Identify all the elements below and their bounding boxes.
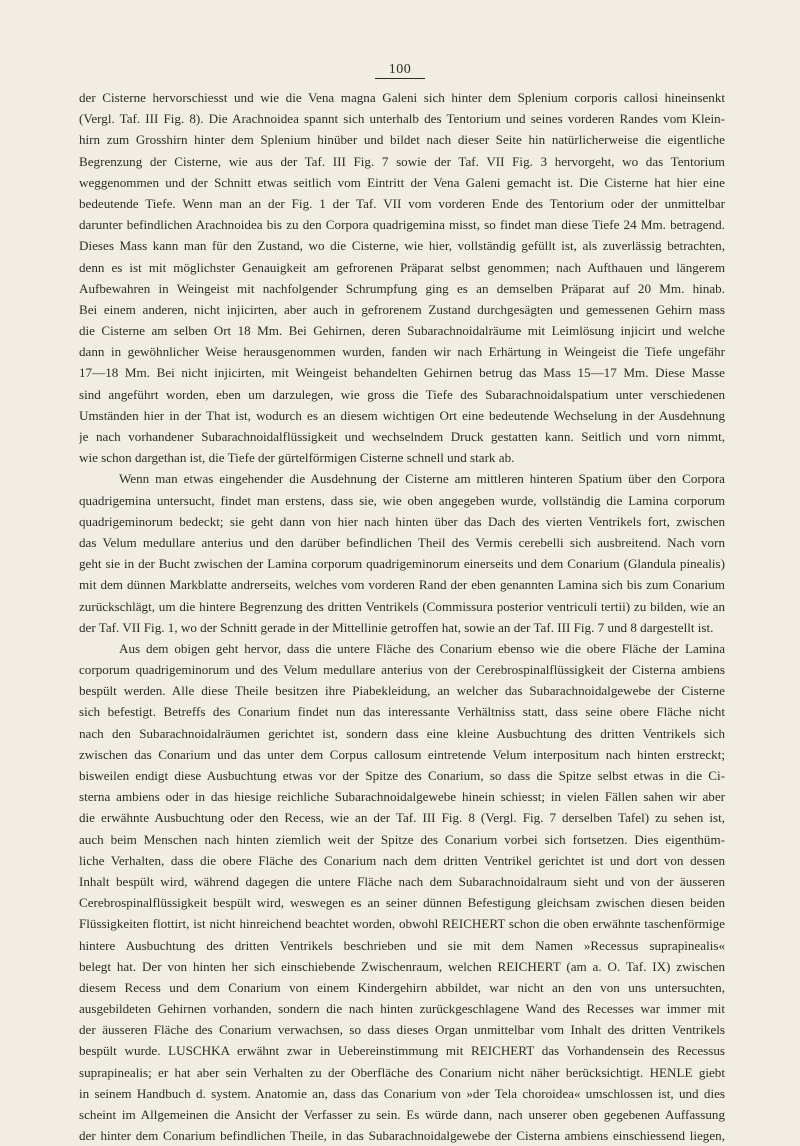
text-line: belegt hat. Der von hinten her sich einschiebende Zwischenraum, welchen REICHERT (am a. O. Taf. IX) zwischen bbox=[79, 958, 725, 974]
text-line: (Vergl. Taf. III Fig. 8). Die Arachnoidea spannt sich unterhalb des Tentorium und seines vorderen Randes vom Klein- bbox=[79, 111, 725, 127]
text-line: die erwähnte Ausbuchtung oder den Recess, wie an der Taf. III Fig. 8 (Vergl. Fig. 7 derselben Tafel) zu sehen ist, bbox=[79, 810, 725, 826]
text-line: der Taf. VII Fig. 1, wo der Schnitt gerade in der Mittellinie getroffen hat, sowie an der Taf. III Fig. 7 und 8 dargestellt ist. bbox=[79, 619, 714, 635]
text-line: der Cisterne hervorschiesst und wie die Vena magna Galeni sich hinter dem Splenium corporis callosi hineinsenkt bbox=[79, 90, 725, 105]
text-line: Dieses Mass kann man für den Zustand, wo die Cisterne, wie hier, vollständig gefüllt ist, als zuverlässig betrachten, bbox=[79, 238, 725, 254]
text-line: 17—18 Mm. Bei nicht injicirten, mit Weingeist behandelten Gehirnen betrug das Mass 15—17 Mm. Diese Masse bbox=[79, 365, 725, 381]
text-line: Umständen hier in der That ist, wodurch es an diesem wichtigen Ort eine bedeutende Wechselung in der Ausdehnung bbox=[79, 407, 725, 423]
text-line: bedeutende Tiefe. Wenn man an der Fig. 1 der Taf. VII vom vorderen Ende des Tentorium oder der unmittelbar bbox=[79, 195, 725, 211]
text-line: Aufbewahren in Weingeist mit nachfolgender Schrumpfung ging es an demselben Präparat auf 20 Mm. hinab. bbox=[79, 280, 725, 296]
text-line: der äusseren Fläche des Conarium verwachsen, so dass dieses Organ unmittelbar vom Inhalt des dritten Ventrikels bbox=[79, 1022, 725, 1038]
text-line: ausgebildeten Gehirnen vorhanden, sondern die nach hinten zurückgeschlagene Wand des Recesses war immer mit bbox=[79, 1001, 725, 1017]
text-line: Inhalt bespült wird, während dagegen die untere Fläche nach dem Subarachnoidalraum sieht und von der äusseren bbox=[79, 873, 725, 889]
text-line: bespült wurde. LUSCHKA erwähnt zwar in Uebereinstimmung mit REICHERT das Vorhandensein des Recessus bbox=[79, 1043, 725, 1059]
text-line: quadrigeminorum bedeckt; sie geht dann von hier nach hinten über das Dach des vierten Ventrikels fort, zwischen bbox=[79, 513, 725, 529]
text-line: suprapinealis; er hat aber sein Verhalten zu der Oberfläche des Conarium nicht näher berücksichtigt. HENLE giebt bbox=[79, 1064, 725, 1080]
text-line: zwischen das Conarium und das unter dem Corpus callosum eintretende Velum interpositum nach hinten erstreckt; bbox=[79, 746, 725, 762]
text-line: die Cisterne am selben Ort 18 Mm. Bei Gehirnen, deren Subarachnoidalräume mit Leimlösung injicirt und welche bbox=[79, 323, 725, 339]
body-text bbox=[79, 87, 725, 1146]
text-line: Bei einem anderen, nicht injicirten, aber auch in gefrorenem Zustand durchgesägten und gemessenen Gehirn mass bbox=[79, 301, 725, 317]
text-line: scheint im Allgemeinen die Ansicht der Verfasser zu sein. Es würde dann, nach unserer oben gegebenen Auffassung bbox=[79, 1107, 725, 1122]
text-line: bisweilen endigt diese Ausbuchtung etwas vor der Spitze des Conarium, so dass die Spitze selbst etwas in die Ci- bbox=[79, 768, 725, 783]
text-line: hintere Ausbuchtung des dritten Ventrikels beschrieben und sie mit dem Namen »Recessus suprapinealis« bbox=[79, 937, 725, 953]
text-line: wie schon dargethan ist, die Tiefe der gürtelförmigen Cisterne schnell und stark ab. bbox=[79, 450, 515, 466]
text-line: liche Verhalten, dass die obere Fläche des Conarium nach dem dritten Ventrikel gerichtet ist und dort von dessen bbox=[79, 852, 725, 868]
text-line: der hinter dem Conarium befindlichen Theile, in das Subarachnoidalgewebe der Cisterna ambiens einschiessend liegen, bbox=[79, 1128, 725, 1144]
page-number: 100 bbox=[0, 62, 800, 78]
text-line: bespült werden. Alle diese Theile besitzen ihre Piabekleidung, an welcher das Subarachnoidalgewebe der Cisterne bbox=[79, 683, 725, 699]
text-line: nach den Subarachnoidalräumen gerichtet ist, sondern dass eine kleine Ausbuchtung des dritten Ventrikels sich bbox=[79, 725, 725, 741]
text-line: Aus dem obigen geht hervor, dass die untere Fläche des Conarium ebenso wie die obere Fläche der Lamina bbox=[119, 640, 725, 656]
text-line: hirn zum Grosshirn hinter dem Splenium hinüber und bildet nach dieser Seite hin natürlicherweise die eigentliche bbox=[79, 132, 725, 148]
text-line: corporum quadrigeminorum und des Velum medullare anterius von der Cerebrospinalflüssigkeit der Cisterna ambiens bbox=[79, 662, 725, 678]
text-line: auch beim Menschen nach hinten ziemlich weit der Spitze des Conarium vorbei sich fortsetzen. Dies eigenthüm- bbox=[79, 831, 725, 847]
text-line: zurückschlägt, um die hintere Begrenzung des dritten Ventrikels (Commissura posterior ventriculi tertii) zu bilden, wie an bbox=[79, 598, 725, 614]
text-line: darunter befindlichen Arachnoidea bis zu den Corpora quadrigemina misst, so findet man diese Tiefe 24 Mm. betragend. bbox=[79, 217, 725, 233]
text-line: je nach vorhandener Subarachnoidalflüssigkeit und wechselndem Druck gestatten kann. Seitlich und vorn nimmt, bbox=[79, 429, 725, 444]
text-line: sich befestigt. Betreffs des Conarium findet nun das interessante Verhältniss statt, dass seine obere Fläche nicht bbox=[79, 704, 725, 720]
text-line: Wenn man etwas eingehender die Ausdehnung der Cisterne am mittleren hinteren Spatium über den Corpora bbox=[119, 471, 725, 487]
text-line: das Velum medullare anterius und den darüber befindlichen Theil des Vermis cerebelli sich ausbreitend. Nach vorn bbox=[79, 534, 725, 550]
text-line: weggenommen und der Schnitt etwas seitlich vom Eintritt der Vena Galeni gemacht ist. Die Cisterne hat hier eine bbox=[79, 174, 725, 190]
text-line: sterna ambiens oder in das hiesige reichliche Subarachnoidalgewebe hinein schiesst; in vielen Fällen sahen wir aber bbox=[79, 789, 725, 805]
text-line: quadrigemina untersucht, findet man erstens, dass sie, wie oben angegeben wurde, vollständig die Lamina corporum bbox=[79, 492, 725, 508]
text-line: Cerebrospinalflüssigkeit bespült wird, weswegen es an seiner dünnen Befestigung gleichsam zwischen diesen beiden bbox=[79, 895, 725, 911]
text-line: Flüssigkeiten flottirt, ist nicht hinreichend beachtet worden, obwohl REICHERT schon die oben erwähnte taschenförmige bbox=[79, 916, 725, 932]
text-line: denn es ist mit möglichster Genauigkeit am gefrorenen Präparat selbst genommen; nach Aufthauen und längerem bbox=[79, 259, 725, 275]
text-line: mit dem dünnen Markblatte andrerseits, welches vom vorderen Rand der eben genannten Lamina sich bis zum Conarium bbox=[79, 577, 725, 593]
text-line: Begrenzung der Cisterne, wie aus der Taf. III Fig. 7 sowie der Taf. VII Fig. 3 hervorgeht, wo das Tentorium bbox=[79, 153, 725, 169]
text-line: in seinem Handbuch d. system. Anatomie an, dass das Conarium von »der Tela choroidea« umschlossen ist, und dies bbox=[79, 1085, 725, 1101]
text-line: dann in gewöhnlicher Weise herausgenommen wurden, fanden wir nach Erhärtung in Weingeist die Tiefe ungefähr bbox=[79, 344, 725, 360]
text-line: geht sie in der Bucht zwischen der Lamina corporum quadrigeminorum einerseits und dem Conarium (Glandula pinealis) bbox=[79, 556, 725, 572]
text-line: diesem Recess und dem Conarium von einem Kindergehirn abbildet, war nicht an den von uns untersuchten, bbox=[79, 979, 725, 995]
text-line: sind angeführt worden, eben um darzulegen, wie gross die Tiefe des Subarachnoidalspatium unter verschiedenen bbox=[79, 386, 725, 402]
